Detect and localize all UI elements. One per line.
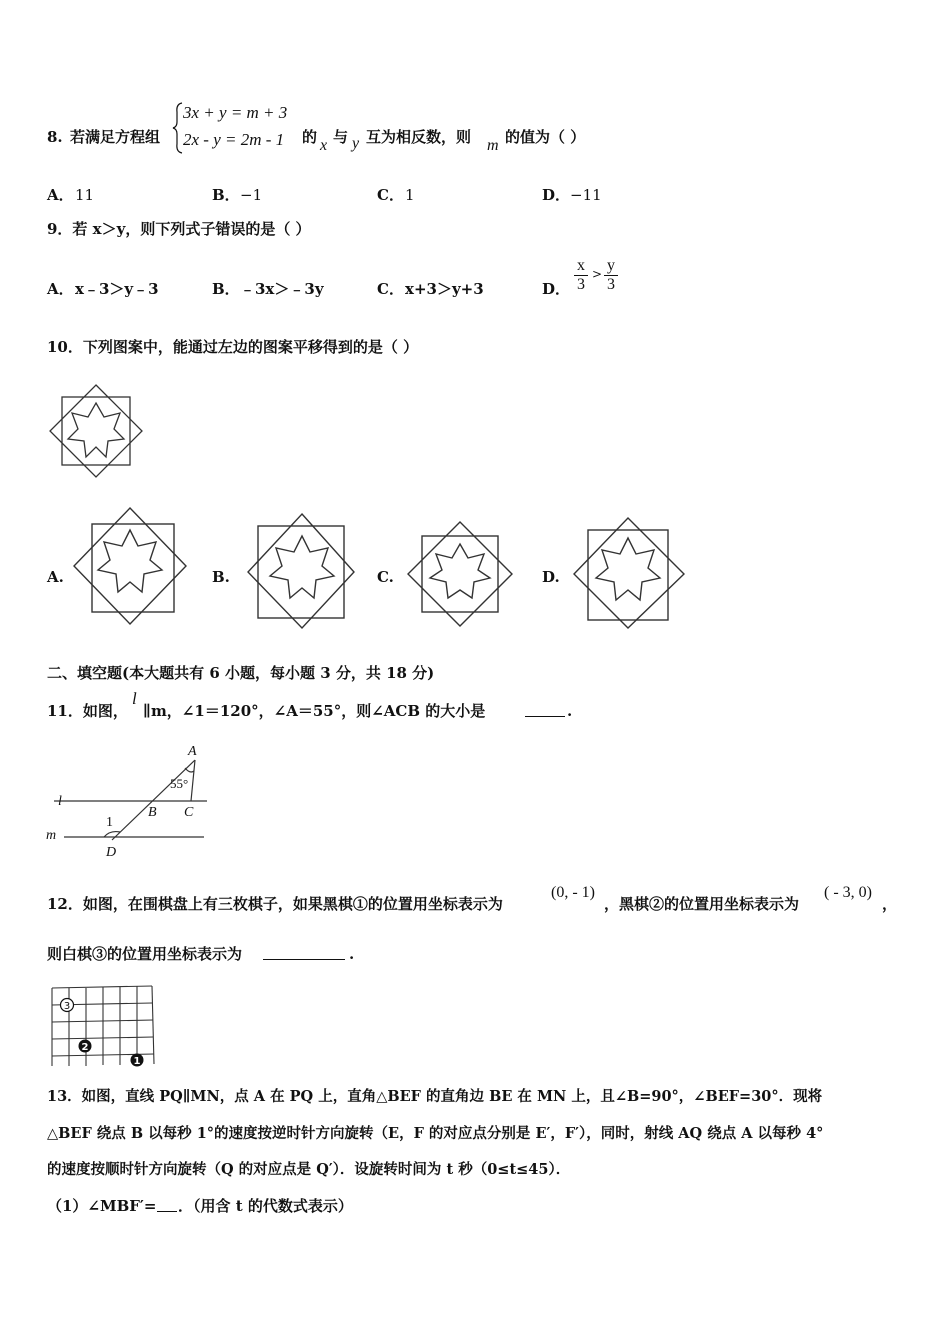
q9-option-d-label: D． — [542, 280, 571, 298]
q11-label-1: 1 — [106, 815, 113, 830]
section-2-heading: 二、填空题(本大题共有 6 小题，每小题 3 分，共 18 分) — [47, 664, 435, 682]
q11-end: . — [567, 702, 573, 720]
white-stone-label: 3 — [63, 1001, 71, 1012]
q12-line2-end: . — [349, 945, 355, 963]
q9-option-a-label: A． — [47, 280, 74, 298]
q11-label-a: A — [188, 744, 197, 759]
q8-option-c-value: 1 — [405, 186, 415, 204]
q11-figure — [42, 740, 217, 860]
q9-stem: 9．若 x＞y，则下列式子错误的是（ ） — [47, 220, 311, 238]
q13-line1: 13．如图，直线 PQ∥MN，点 A 在 PQ 上，直角△BEF 的直角边 BE 在 MN 上，且∠B=90°，∠BEF=30°．现将 — [47, 1088, 823, 1105]
q10-option-d-figure — [570, 518, 688, 630]
q13-sub1-a: （1）∠MBF′= — [47, 1197, 157, 1215]
q12-go-board — [48, 984, 158, 1068]
q10-option-c-label: C. — [377, 568, 394, 586]
q8-var-x: x — [320, 137, 328, 154]
q9-option-a-value: x﹣3＞y﹣3 — [75, 280, 159, 298]
q10-option-a-label: A. — [47, 568, 64, 586]
q9-fraction-x — [574, 258, 588, 293]
q11-text: ∥m，∠1＝120°，∠A＝55°，则∠ACB 的大小是 — [143, 702, 486, 720]
q12-answer-blank[interactable] — [263, 947, 345, 963]
q12-line1-c: ， — [882, 895, 898, 913]
q10-option-c-figure — [406, 520, 516, 628]
fraction-denominator: 3 — [607, 276, 615, 293]
q8-option-b-value: −1 — [240, 186, 263, 204]
q8-option-c-label: C． — [377, 186, 404, 204]
q13-line3: 的速度按顺时针方向旋转（Q 的对应点是 Q′）．设旋转时间为 t 秒（0≤t≤45）． — [47, 1161, 571, 1178]
q8-option-b-label: B． — [212, 186, 240, 204]
black-stone-2 — [79, 1040, 92, 1054]
q8-number: 8. — [47, 128, 63, 146]
q9-fraction-y — [604, 258, 618, 293]
q11-var-l: l — [132, 689, 137, 708]
q8-text-d: 互为相反数，则 — [366, 128, 472, 146]
black-stone-label: 1 — [133, 1056, 141, 1067]
q13-sub1-b: ．（用含 t 的代数式表示） — [178, 1197, 353, 1215]
q12-coord-1: (0, - 1) — [551, 884, 595, 901]
q10-reference-figure — [48, 385, 144, 477]
q11-label-m: m — [46, 828, 57, 843]
q10-stem: 10．下列图案中，能通过左边的图案平移得到的是（ ） — [47, 338, 419, 356]
fraction-numerator: x — [577, 257, 585, 274]
q8-text-a: 若满足方程组 — [70, 128, 161, 146]
q12-line1-b: ，黑棋②的位置用坐标表示为 — [604, 895, 800, 913]
q11-answer-blank[interactable] — [525, 704, 565, 720]
q8-option-d-value: −11 — [570, 186, 602, 204]
white-stone-3 — [61, 999, 74, 1013]
fraction-denominator: 3 — [577, 276, 585, 293]
q8-text-b: 的 — [302, 128, 318, 146]
black-stone-label: 2 — [81, 1042, 89, 1053]
q11-label-angle-a: 55° — [170, 776, 189, 791]
answer-blank-line — [157, 1199, 177, 1212]
q8-equation-1: 3x + y = m + 3 — [183, 103, 288, 122]
fraction-numerator: y — [607, 257, 615, 274]
q9-option-c-label: C． — [377, 280, 404, 298]
q12-coord-2: ( - 3, 0) — [824, 884, 872, 901]
q11-label-b: B — [148, 805, 157, 820]
q9-option-c-value: x+3＞y+3 — [405, 280, 484, 298]
q8-equation-2: 2x - y = 2m - 1 — [183, 130, 285, 149]
q13-line2: △BEF 绕点 B 以每秒 1°的速度按逆时针方向旋转（E，F 的对应点分别是 E′，F′），同时，射线 AQ 绕点 A 以每秒 4° — [47, 1125, 824, 1142]
q8-var-m: m — [487, 137, 499, 154]
answer-blank-line — [525, 704, 565, 717]
q8-option-d-label: D． — [542, 186, 571, 204]
q11-label-d: D — [106, 845, 117, 860]
q10-option-d-label: D. — [542, 568, 560, 586]
q8-var-y: y — [352, 135, 360, 152]
answer-blank-line — [263, 947, 345, 960]
q8-text-e: 的值为（ ） — [505, 128, 586, 146]
q11-label-l: l — [58, 794, 62, 809]
q8-option-a-value: 11 — [75, 186, 95, 204]
q8-text-c: 与 — [333, 128, 349, 146]
q9-option-b-value: ﹣3x＞﹣3y — [240, 280, 324, 298]
q9-fraction-operator: > — [592, 267, 603, 281]
q10-option-a-figure — [72, 508, 190, 626]
q10-option-b-figure — [242, 512, 360, 630]
q11-number: 11．如图， — [47, 702, 128, 720]
q10-option-b-label: B. — [212, 568, 230, 586]
q9-option-b-label: B． — [212, 280, 240, 298]
q12-line1-a: 12．如图，在围棋盘上有三枚棋子，如果黑棋①的位置用坐标表示为 — [47, 895, 503, 913]
q8-option-a-label: A． — [47, 186, 74, 204]
q11-label-c: C — [184, 805, 194, 820]
black-stone-1 — [131, 1054, 144, 1068]
q13-answer-blank[interactable] — [157, 1199, 177, 1215]
q12-line2: 则白棋③的位置用坐标表示为 — [47, 945, 243, 963]
